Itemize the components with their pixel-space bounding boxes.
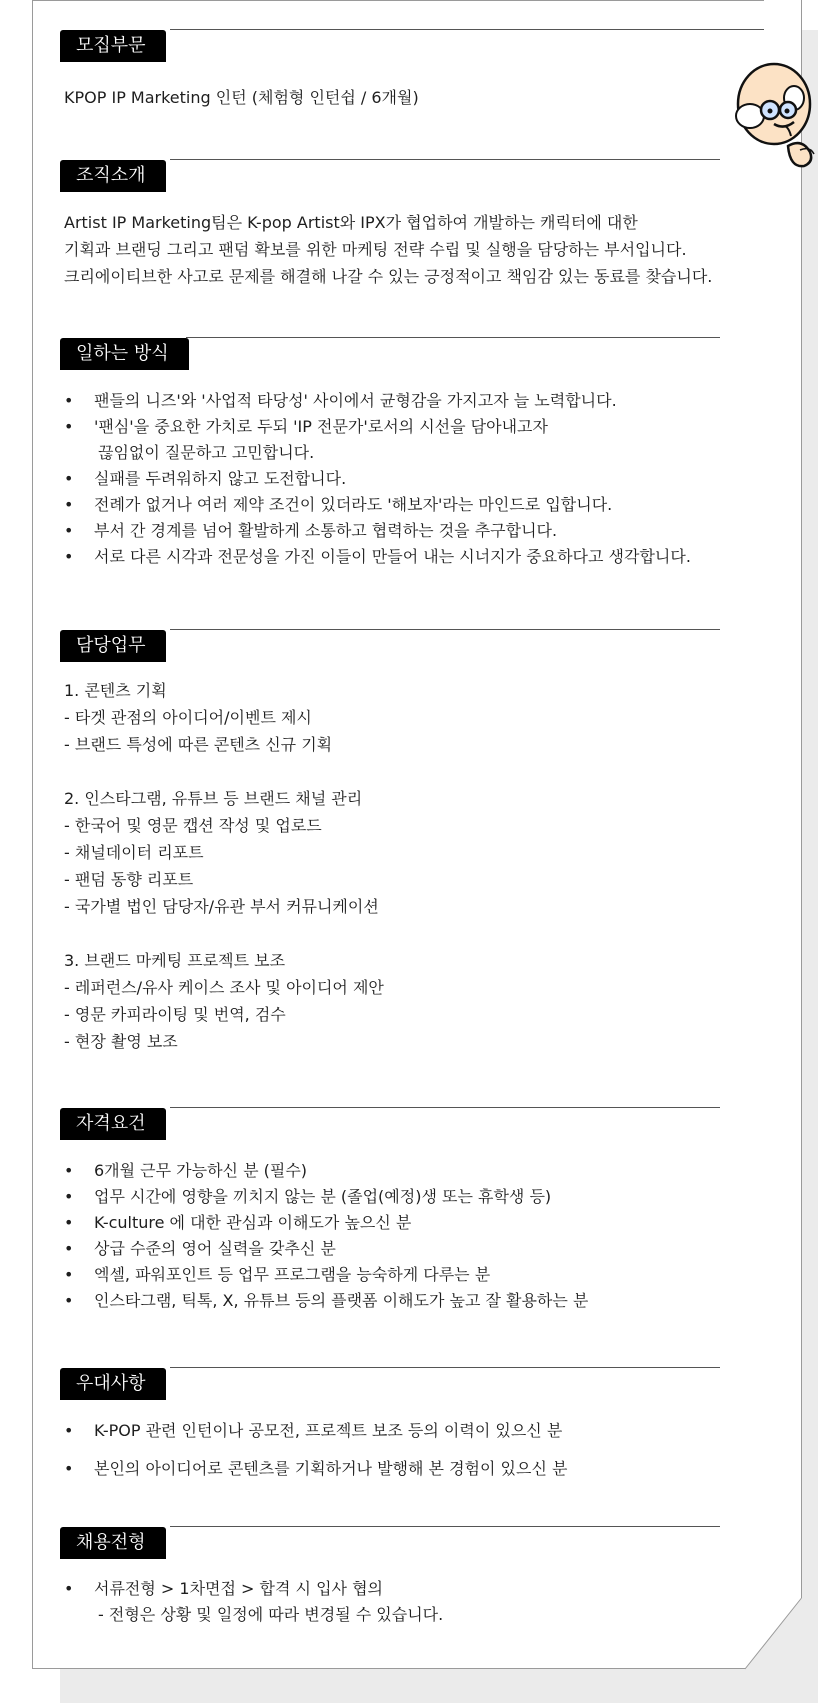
duty-line: - 국가별 법인 담당자/유관 부서 커뮤니케이션 (64, 897, 379, 916)
recruit-position-text: KPOP IP Marketing 인턴 (체험형 인턴쉽 / 6개월) (64, 88, 419, 107)
list-item: • 실패를 두려워하지 않고 도전합니다. (64, 469, 347, 488)
section-divider (170, 629, 720, 630)
section-header-recruit: 모집부문 (60, 30, 166, 62)
section-divider (170, 1107, 720, 1108)
section-divider (170, 1526, 720, 1527)
section-divider (170, 1367, 720, 1368)
duty-line: - 영문 카피라이팅 및 번역, 검수 (64, 1005, 286, 1024)
duty-line: - 브랜드 특성에 따른 콘텐츠 신규 기획 (64, 735, 333, 754)
list-item: • '팬심'을 중요한 가치로 두되 'IP 전문가'로서의 시선을 담아내고자 끊임없이 질문하고 고민합니다. (64, 417, 548, 462)
sheet-right-border (801, 0, 802, 1598)
section-header-process: 채용전형 (60, 1527, 166, 1559)
section-divider (170, 159, 720, 160)
section-header-duties: 담당업무 (60, 630, 166, 662)
section-divider (186, 337, 720, 338)
section-header-qualifications: 자격요건 (60, 1108, 166, 1140)
duty-line: - 현장 촬영 보조 (64, 1032, 178, 1051)
process-list (60, 1576, 443, 1628)
section-header-org: 조직소개 (60, 160, 166, 192)
section-header-workway: 일하는 방식 (60, 338, 189, 370)
org-intro-line: 크리에이티브한 사고로 문제를 해결해 나갈 수 있는 긍정적이고 책임감 있는 동료를 찾습니다. (64, 267, 713, 286)
process-note: - 전형은 상황 및 일정에 따라 변경될 수 있습니다. (98, 1605, 444, 1624)
sheet-top-border (32, 0, 764, 1)
qualifications-list (60, 1158, 588, 1314)
list-item: • K-culture 에 대한 관심과 이해도가 높으신 분 (64, 1213, 412, 1232)
duty-line: 1. 콘텐츠 기획 (64, 681, 167, 700)
section-header-preferred: 우대사항 (60, 1368, 166, 1400)
duty-line: - 채널데이터 리포트 (64, 843, 204, 862)
list-item: • 전례가 없거나 여러 제약 조건이 있더라도 '해보자'라는 마인드로 입합니다. (64, 495, 613, 514)
list-item: • K-POP 관련 인턴이나 공모전, 프로젝트 보조 등의 이력이 있으신 분 (64, 1421, 563, 1440)
duty-line: - 레퍼런스/유사 케이스 조사 및 아이디어 제안 (64, 978, 384, 997)
list-item: • 본인의 아이디어로 콘텐츠를 기획하거나 발행해 본 경험이 있으신 분 (64, 1459, 568, 1478)
list-item: • 인스타그램, 틱톡, X, 유튜브 등의 플랫폼 이해도가 높고 잘 활용하는 분 (64, 1291, 589, 1310)
workway-list (60, 388, 691, 570)
duty-line: 2. 인스타그램, 유튜브 등 브랜드 채널 관리 (64, 789, 363, 808)
list-item: • 서류전형 > 1차면접 > 합격 시 입사 협의 - 전형은 상황 및 일정에 따라 변경될 수 있습니다. (60, 1576, 443, 1628)
org-intro-line: Artist IP Marketing팀은 K-pop Artist와 IPX가 협업하여 개발하는 캐릭터에 대한 (64, 213, 638, 232)
list-item: • 부서 간 경계를 넘어 활발하게 소통하고 협력하는 것을 추구합니다. (64, 521, 558, 540)
duty-line: 3. 브랜드 마케팅 프로젝트 보조 (64, 951, 286, 970)
list-item: • 업무 시간에 영향을 끼치지 않는 분 (졸업(예정)생 또는 휴학생 등) (64, 1187, 552, 1206)
list-item: • 6개월 근무 가능하신 분 (필수) (64, 1161, 308, 1180)
page-fold-corner (745, 1595, 805, 1671)
org-intro-line: 기획과 브랜딩 그리고 팬덤 확보를 위한 마케팅 전략 수립 및 실행을 담당하는 부서입니다. (64, 240, 687, 259)
list-item: • 팬들의 니즈'와 '사업적 타당성' 사이에서 균형감을 가지고자 늘 노력합니다. (64, 391, 617, 410)
preferred-list (60, 1418, 567, 1482)
list-item: • 상급 수준의 영어 실력을 갖추신 분 (64, 1239, 336, 1258)
duty-line: - 타겟 관점의 아이디어/이벤트 제시 (64, 708, 312, 727)
list-item: • 엑셀, 파워포인트 등 업무 프로그램을 능숙하게 다루는 분 (64, 1265, 491, 1284)
list-item: • 서로 다른 시각과 전문성을 가진 이들이 만들어 내는 시너지가 중요하다고 생각합니다. (64, 547, 691, 566)
duty-line: - 팬덤 동향 리포트 (64, 870, 194, 889)
duty-line: - 한국어 및 영문 캡션 작성 및 업로드 (64, 816, 322, 835)
professor-mascot-icon (730, 58, 820, 168)
section-divider (170, 29, 764, 30)
